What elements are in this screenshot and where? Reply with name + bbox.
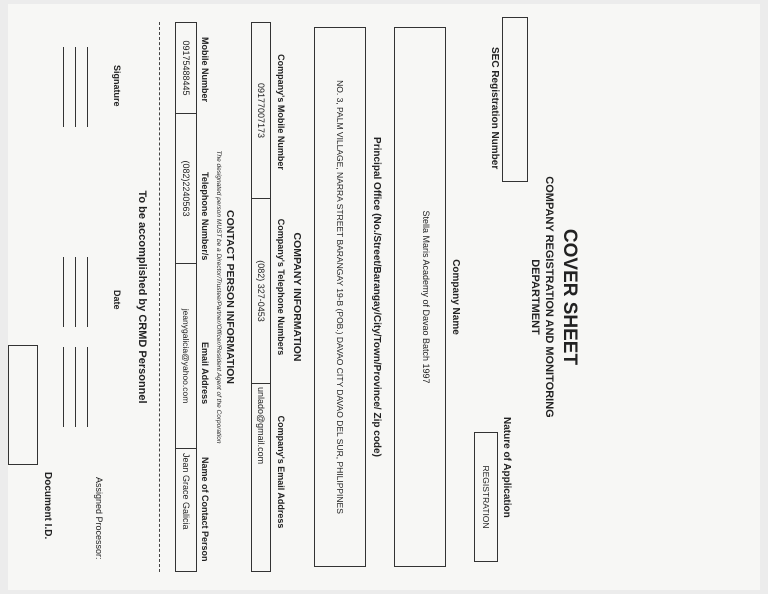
crmd-heading: To be accomplished by CRMD Personnel bbox=[136, 190, 148, 404]
contact-email-value: jeanygalicia@yahoo.com bbox=[181, 308, 191, 404]
cover-sheet-form bbox=[8, 7, 588, 587]
contact-info-row bbox=[175, 22, 197, 572]
contact-name-value: Jean Grace Galicia bbox=[181, 453, 191, 530]
company-name-field[interactable]: Stella Maris Academy of Davao Batch 1997 bbox=[394, 27, 446, 567]
nature-field[interactable]: REGISTRATION bbox=[474, 432, 498, 562]
form-title: COVER SHEET bbox=[559, 228, 580, 366]
nature-label: Nature of Application bbox=[501, 417, 512, 518]
processor-signature-line[interactable] bbox=[87, 47, 88, 127]
scanned-page bbox=[8, 4, 760, 590]
company-email-value: unlado@gmail.com bbox=[256, 387, 266, 465]
contact-email-label: Email Address bbox=[200, 342, 210, 405]
company-mobile-label: Company's Mobile Number bbox=[276, 54, 286, 170]
contact-phone-value: (082)2240563 bbox=[181, 160, 191, 217]
processor-line[interactable] bbox=[87, 347, 88, 427]
contact-note: The designated person MUST be a Director/Trustee/Partner/Officer/Resident Agent of the Corporation bbox=[215, 150, 222, 444]
company-phone-value: (082) 327-0453 bbox=[256, 260, 266, 322]
document-id-label: Document I.D. bbox=[42, 472, 53, 540]
contact-mobile-value: 09175488445 bbox=[181, 40, 191, 96]
sec-number-label: SEC Registration Number bbox=[489, 47, 500, 170]
contact-mobile-label: Mobile Number bbox=[200, 37, 210, 103]
department-line-2: DEPARTMENT bbox=[529, 259, 541, 335]
date-label: Date bbox=[112, 290, 122, 310]
document-id-field[interactable] bbox=[8, 345, 38, 465]
signature-label: Signature bbox=[112, 65, 122, 107]
company-phone-label: Company's Telephone Numbers bbox=[276, 218, 286, 356]
processor-date-line[interactable] bbox=[87, 257, 88, 327]
company-info-row bbox=[251, 22, 271, 572]
section-separator bbox=[159, 22, 160, 572]
sec-number-field[interactable] bbox=[502, 17, 528, 182]
company-mobile-value: 09177007173 bbox=[256, 82, 266, 139]
contact-phone-label: Telephone Number/s bbox=[200, 172, 210, 261]
company-name-label: Company Name bbox=[450, 259, 461, 335]
principal-office-label: Principal Office (No./Street/Barangay/City/Town/Province/ Zip code) bbox=[371, 137, 382, 457]
processor-label: Assigned Processor: bbox=[94, 477, 104, 560]
principal-office-field[interactable]: NO. 3, PALM VILLAGE, NARRA STREET BARANGAY 19-B (POB.) DAVAO CITY DAVAO DEL SUR, PHILIPPINES bbox=[314, 27, 366, 567]
contact-name-label: Name of Contact Person bbox=[200, 457, 210, 562]
department-line-1: COMPANY REGISTRATION AND MONITORING bbox=[543, 176, 555, 418]
company-email-label: Company's Email Address bbox=[276, 415, 286, 529]
company-info-heading: COMPANY INFORMATION bbox=[291, 232, 303, 362]
contact-info-heading: CONTACT PERSON INFORMATION bbox=[224, 209, 236, 385]
